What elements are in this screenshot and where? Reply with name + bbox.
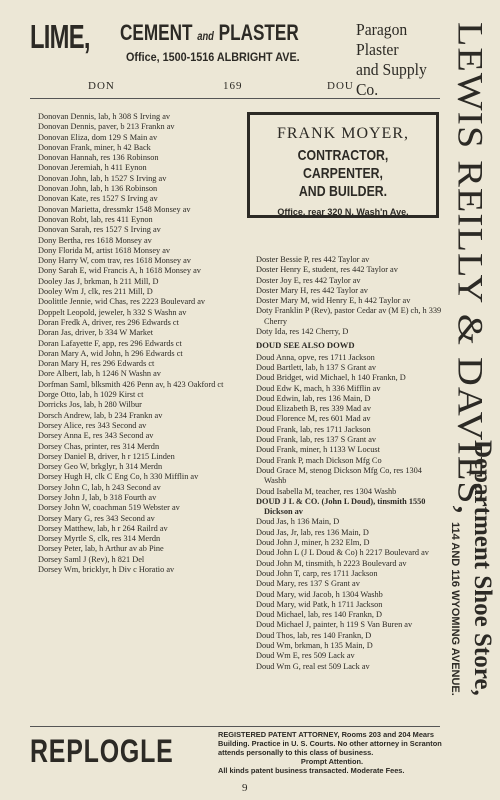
- running-head: [30, 80, 440, 96]
- listing-entry: Donovan Jeremiah, h 411 Eynon: [38, 163, 147, 173]
- listing-entry: Doster Joy E, res 442 Taylor av: [256, 275, 361, 285]
- listing-entry: Dorsey Chas, printer, res 314 Merdn: [38, 441, 160, 451]
- box-ad-name: FRANK MOYER,: [276, 125, 409, 142]
- box-ad-trade-line2: AND BUILDER.: [298, 183, 388, 200]
- listing-entry: Doolittle Jennie, wid Chas, res 2223 Boulevard av: [38, 297, 206, 307]
- listing-entry: Doud John L (J L Doud & Co) h 2217 Boulevard av: [256, 548, 429, 558]
- ad-paragon-line1: Paragon Plaster: [356, 20, 408, 59]
- listing-entry: Donovan John, lab, h 136 Robinson: [38, 184, 158, 194]
- listing-entry: Dony Sarah E, wid Francis A, h 1618 Monsey av: [38, 266, 201, 276]
- listing-entry: Donovan Sarah, res 1527 S Irving av: [38, 225, 161, 235]
- bottom-ad-name: REPLOGLE: [30, 733, 174, 769]
- left-listing-column: [38, 112, 238, 575]
- listing-entry: Dorricks Jos, lab, h 280 Wilbur: [38, 400, 142, 410]
- listing-entry: Doud Edw K, mach, h 336 Mifflin av: [256, 383, 381, 393]
- ad-paragon-line2: and Supply Co.: [356, 60, 427, 99]
- listing-entry: Doud Frank, lab, res 137 S Grant av: [256, 435, 377, 445]
- listing-entry: Donovan Dennis, paver, b 213 Frankn av: [38, 122, 175, 132]
- listing-entry: Doster Mary M, wid Henry E, h 442 Taylor av: [256, 296, 411, 306]
- listing-entry: Dorsey Mary G, res 343 Second av: [38, 513, 155, 523]
- running-head-right: DOU: [327, 80, 354, 92]
- listing-entry: Donovan Robt, lab, res 411 Eynon: [38, 214, 153, 224]
- running-head-left: DON: [88, 80, 115, 92]
- listing-entry: Doran Mary A, wid John, h 296 Edwards ct: [38, 348, 183, 358]
- listing-entry: Dorsey Saml J (Rev), h 821 Del: [38, 554, 145, 564]
- running-head-page: 169: [223, 80, 243, 92]
- listing-entry: Doud Anna, opve, res 1711 Jackson: [256, 352, 375, 362]
- ad-and-word: and: [197, 29, 214, 43]
- listing-entry: Doud Mary, wid Jacob, h 1304 Washb: [256, 589, 383, 599]
- listing-entry: Doud Bartlett, lab, h 137 S Grant av: [256, 362, 377, 372]
- listing-entry: Dorsey Myrtle S, clk, res 314 Merdn: [38, 534, 161, 544]
- listing-entry: Doppelt Leopold, jeweler, h 332 S Washn av: [38, 307, 187, 317]
- listing-entry: Doud Bridget, wid Michael, h 140 Frankn, D: [256, 373, 406, 383]
- ad-plaster-word: PLASTER: [218, 20, 299, 45]
- header-divider: [30, 98, 440, 99]
- ad-cement-plaster: [120, 20, 299, 46]
- ad-office-address: Office, 1500-1516 ALBRIGHT AVE.: [126, 50, 300, 64]
- listing-entry: Doud John J, miner, h 232 Elm, D: [256, 538, 370, 548]
- listing-entry: Dorsey Peter, lab, h Arthur av ab Pine: [38, 544, 164, 554]
- side-ad-department: Department Shoe Store,: [469, 440, 496, 696]
- listing-entry: Donovan Frank, miner, h 42 Back: [38, 142, 151, 152]
- listing-entry: Doud Wm E, res 509 Lack av: [256, 651, 355, 661]
- listing-entry: Doran Mary H, res 296 Edwards ct: [38, 359, 155, 369]
- listing-entry: Doran Jas, driver, b 334 W Market: [38, 328, 154, 338]
- listing-entry: Dorsey Anna E, res 343 Second av: [38, 431, 154, 441]
- listing-entry: Donovan Marietta, dressmkr 1548 Monsey av: [38, 204, 191, 214]
- listing-entry: Doster Bessie P, res 442 Taylor av: [256, 255, 370, 264]
- listing-entry: Dorsey Hugh H, clk C Eng Co, h 330 Mifflin av: [38, 472, 199, 482]
- bottom-ad-line3: All kinds patent business transacted. Moderate Fees.: [218, 766, 405, 775]
- listing-entry: Dorsch Andrew, lab, b 234 Frankn av: [38, 410, 163, 420]
- listing-entry: Doud Florence M, res 601 Mad av: [256, 414, 371, 424]
- listing-entry: Dooley Wm J, clk, res 211 Mill, D: [38, 287, 153, 297]
- listing-entry: Doud Jas, h 136 Main, D: [256, 517, 340, 527]
- listing-entry: Doud Michael J, painter, h 119 S Van Buren av: [256, 620, 413, 630]
- bottom-ad-text: [218, 730, 446, 775]
- listing-entry: Dooley Jas J, brkman, h 211 Mill, D: [38, 276, 159, 286]
- listing-entry: Doud John M, tinsmith, h 2223 Boulevard av: [256, 558, 407, 568]
- listing-entry: Dorfman Saml, blksmith 426 Penn av, h 423 Oakford ct: [38, 379, 224, 389]
- bold-listing-entry: DOUD J L & CO. (John L Doud), tinsmith 1550 Dickson av: [256, 496, 426, 517]
- listing-entry: Doud Isabella M, teacher, res 1304 Washb: [256, 486, 397, 496]
- right-listing-column: [256, 255, 446, 672]
- listing-entry: Doud Frank, miner, h 1133 W Locust: [256, 445, 380, 455]
- listing-entry: Dorsey Wm, bricklyr, h Div c Horatio av: [38, 565, 175, 575]
- side-ad-store-name: LEWIS REILLY & DAVIES,: [450, 22, 491, 516]
- listing-entry: Doty Franklin P (Rev), pastor Cedar av (M E) ch, h 339 Cherry: [256, 306, 442, 326]
- footer-divider: [30, 726, 440, 727]
- listing-entry: Donovan Eliza, dom 129 S Main av: [38, 132, 158, 142]
- listing-entry: Dony Florida M, artist 1618 Monsey av: [38, 245, 171, 255]
- side-ad-address: 114 AND 116 WYOMING AVENUE.: [449, 522, 461, 696]
- listing-entry: Doud Jas, Jr, lab, res 136 Main, D: [256, 527, 369, 537]
- listing-entry: Doud Thos, lab, res 140 Frankn, D: [256, 630, 372, 640]
- listing-entry: Dorge Otto, lab, h 1029 Kirst ct: [38, 390, 144, 400]
- listing-entry: Donovan Hannah, res 136 Robinson: [38, 153, 159, 163]
- listing-entry: Doran Fredk A, driver, res 296 Edwards ct: [38, 317, 179, 327]
- box-ad-trade-line1: CONTRACTOR, CARPENTER,: [297, 147, 389, 182]
- listing-entry: Doty Ida, res 142 Cherry, D: [256, 327, 349, 337]
- listing-entry: Dony Harry W, com trav, res 1618 Monsey av: [38, 256, 191, 266]
- listing-entry: Doran Lafayette F, app, res 296 Edwards ct: [38, 338, 182, 348]
- listing-entry: Dorsey Daniel B, driver, h r 1215 Linden: [38, 451, 175, 461]
- listing-entry: Donovan Dennis, lab, h 308 S Irving av: [38, 112, 171, 121]
- listing-entry: Dore Albert, lab, h 1246 N Washn av: [38, 369, 161, 379]
- box-ad-office: Office, rear 320 N. Wash'n Ave.: [277, 207, 409, 217]
- listing-entry: Doud John T, carp, res 1711 Jackson: [256, 568, 378, 578]
- listing-entry: Donovan John, lab, h 1527 S Irving av: [38, 173, 167, 183]
- listing-entry: Dorsey Geo W, brkglyr, h 314 Merdn: [38, 462, 163, 472]
- boxed-advertisement: [247, 112, 439, 218]
- ad-cement-word: CEMENT: [120, 20, 193, 45]
- listing-entry: Doud Mary, res 137 S Grant av: [256, 579, 360, 589]
- listing-entry: Doud Frank, lab, res 1711 Jackson: [256, 424, 371, 434]
- section-heading: DOUD SEE ALSO DOWD: [256, 340, 355, 351]
- listing-entry: Dorsey John W, coachman 519 Webster av: [38, 503, 180, 513]
- listing-entry: Doster Mary H, res 442 Taylor av: [256, 285, 368, 295]
- listing-entry: Dorsey John J, lab, b 318 Fourth av: [38, 492, 157, 502]
- listing-entry: Donovan Kate, res 1527 S Irving av: [38, 194, 158, 204]
- listing-entry: Doud Frank P, mach Dickson Mfg Co: [256, 455, 382, 465]
- listing-entry: Dony Bertha, res 1618 Monsey av: [38, 235, 152, 245]
- listing-entry: Dorsey John C, lab, h 243 Second av: [38, 482, 161, 492]
- listing-entry: Doud Wm, brkman, h 135 Main, D: [256, 640, 373, 650]
- box-ad-trade: [267, 147, 420, 201]
- listing-entry: Doud Michael, lab, res 140 Frankn, D: [256, 610, 383, 620]
- listing-entry: Doster Henry E, student, res 442 Taylor av: [256, 265, 398, 275]
- listing-entry: Dorsey Alice, res 343 Second av: [38, 420, 147, 430]
- listing-entry: Dorsey Matthew, lab, h r 264 Railrd av: [38, 523, 168, 533]
- listing-entry: Doud Mary, wid Patk, h 1711 Jackson: [256, 599, 383, 609]
- bottom-ad-line2: Prompt Attention.: [300, 757, 364, 766]
- page-number: 9: [242, 782, 248, 794]
- listing-entry: Doud Wm G, real est 509 Lack av: [256, 661, 370, 671]
- bottom-ad-line1: REGISTERED PATENT ATTORNEY, Rooms 203 and 204 Mears Building. Practice in U. S. Courts. No other attorney in Scranton attends personally to this class of business.: [218, 730, 442, 757]
- listing-entry: Doud Elizabeth B, res 339 Mad av: [256, 404, 371, 414]
- ad-lime-word: LIME,: [30, 18, 90, 55]
- listing-entry: Doud Edwin, lab, res 136 Main, D: [256, 393, 371, 403]
- listing-entry: Doud Grace M, stenog Dickson Mfg Co, res 1304 Washb: [256, 465, 422, 486]
